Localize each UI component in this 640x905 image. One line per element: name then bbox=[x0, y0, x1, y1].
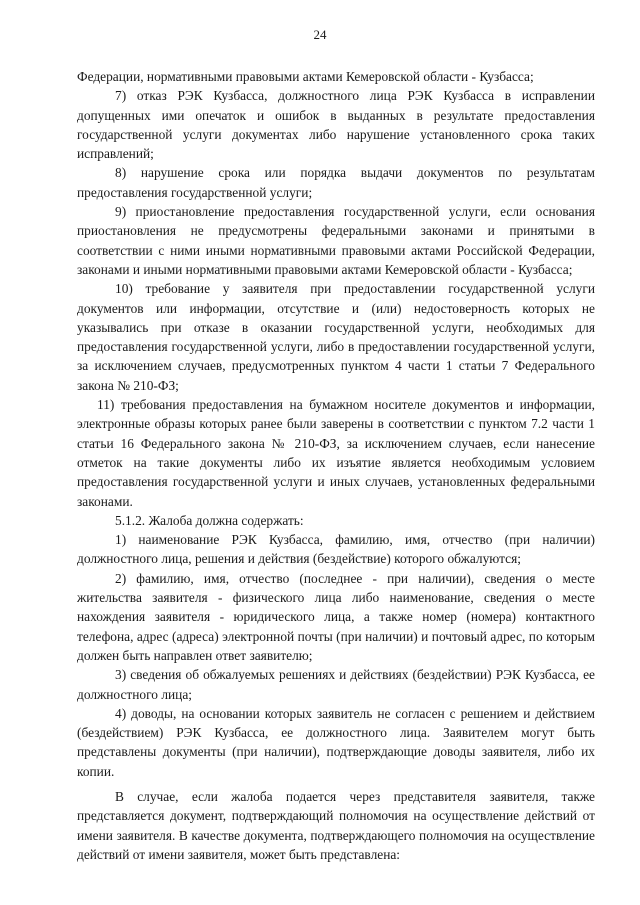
paragraph-item-10: 10) требование у заявителя при предоставлении государственной услуги документов или информации, отсутствие и (или) недостоверность которых не указывались при отказе в оказании государственной услуги, необходимых для предоставления государственной услуги, либо в предоставлении государственной услуги, за исключением случаев, предусмотренных пунктом 4 части 1 статьи 7 Федерального закона № 210-ФЗ; bbox=[77, 281, 595, 393]
paragraph-item-8: 8) нарушение срока или порядка выдачи документов по результатам предоставления государственной услуги; bbox=[77, 165, 595, 200]
paragraph-complaint-item-3: 3) сведения об обжалуемых решениях и действиях (бездействии) РЭК Кузбасса, ее должностного лица; bbox=[77, 667, 595, 702]
paragraph-complaint-item-1: 1) наименование РЭК Кузбасса, фамилию, имя, отчество (при наличии) должностного лица, решения и действия (бездействие) которого обжалуются; bbox=[77, 532, 595, 567]
page-number: 24 bbox=[313, 27, 327, 42]
paragraph-item-11: 11) требования предоставления на бумажном носителе документов и информации, электронные образы которых ранее были заверены в соответствии с пунктом 7.2 части 1 статьи 16 Федерального закона № 210-ФЗ, за исключением случаев, если нанесение отметок на такие документы либо их изъятие является необходимым условием предоставления государственной услуги и иных случаев, установленных федеральными законами. bbox=[77, 397, 595, 509]
paragraph-section-5-1-2: 5.1.2. Жалоба должна содержать: bbox=[115, 512, 304, 528]
paragraph-complaint-item-2: 2) фамилию, имя, отчество (последнее - при наличии), сведения о месте жительства заявителя - физического лица либо наименование, сведения о месте нахождения заявителя - юридического лица, а также номер (номера) контактного телефона, адрес (адреса) электронной почты (при наличии) и почтовый адрес, по которым должен быть направлен ответ заявителю; bbox=[77, 570, 595, 663]
paragraph-representative: В случае, если жалоба подается через представителя заявителя, также представляется документ, подтверждающий полномочия на осуществление действий от имени заявителя. В качестве документа, подтверждающего полномочия на осуществление действий от имени заявителя, может быть представлена: bbox=[77, 788, 595, 862]
paragraph-item-7: 7) отказ РЭК Кузбасса, должностного лица РЭК Кузбасса в исправлении допущенных ими опечаток и ошибок в выданных в результате предоставления государственной услуги документах либо нарушение установленного срока таких исправлений; bbox=[77, 88, 595, 162]
paragraph-item-9: 9) приостановление предоставления государственной услуги, если основания приостановления не предусмотрены федеральными законами и принятыми в соответствии с ними иными нормативными правовыми актами Российской Федерации, законами и иными нормативными правовыми актами Кемеровской области - Кузбасса; bbox=[77, 204, 595, 277]
paragraph-complaint-item-4: 4) доводы, на основании которых заявитель не согласен с решением и действием (бездействием) РЭК Кузбасса, ее должностного лица. Заявителем могут быть представлены документы (при наличии), подтверждающие доводы заявителя, либо их копии. bbox=[77, 705, 595, 779]
document-body bbox=[77, 67, 595, 864]
paragraph-continuation: Федерации, нормативными правовыми актами Кемеровской области - Кузбасса; bbox=[77, 69, 534, 84]
